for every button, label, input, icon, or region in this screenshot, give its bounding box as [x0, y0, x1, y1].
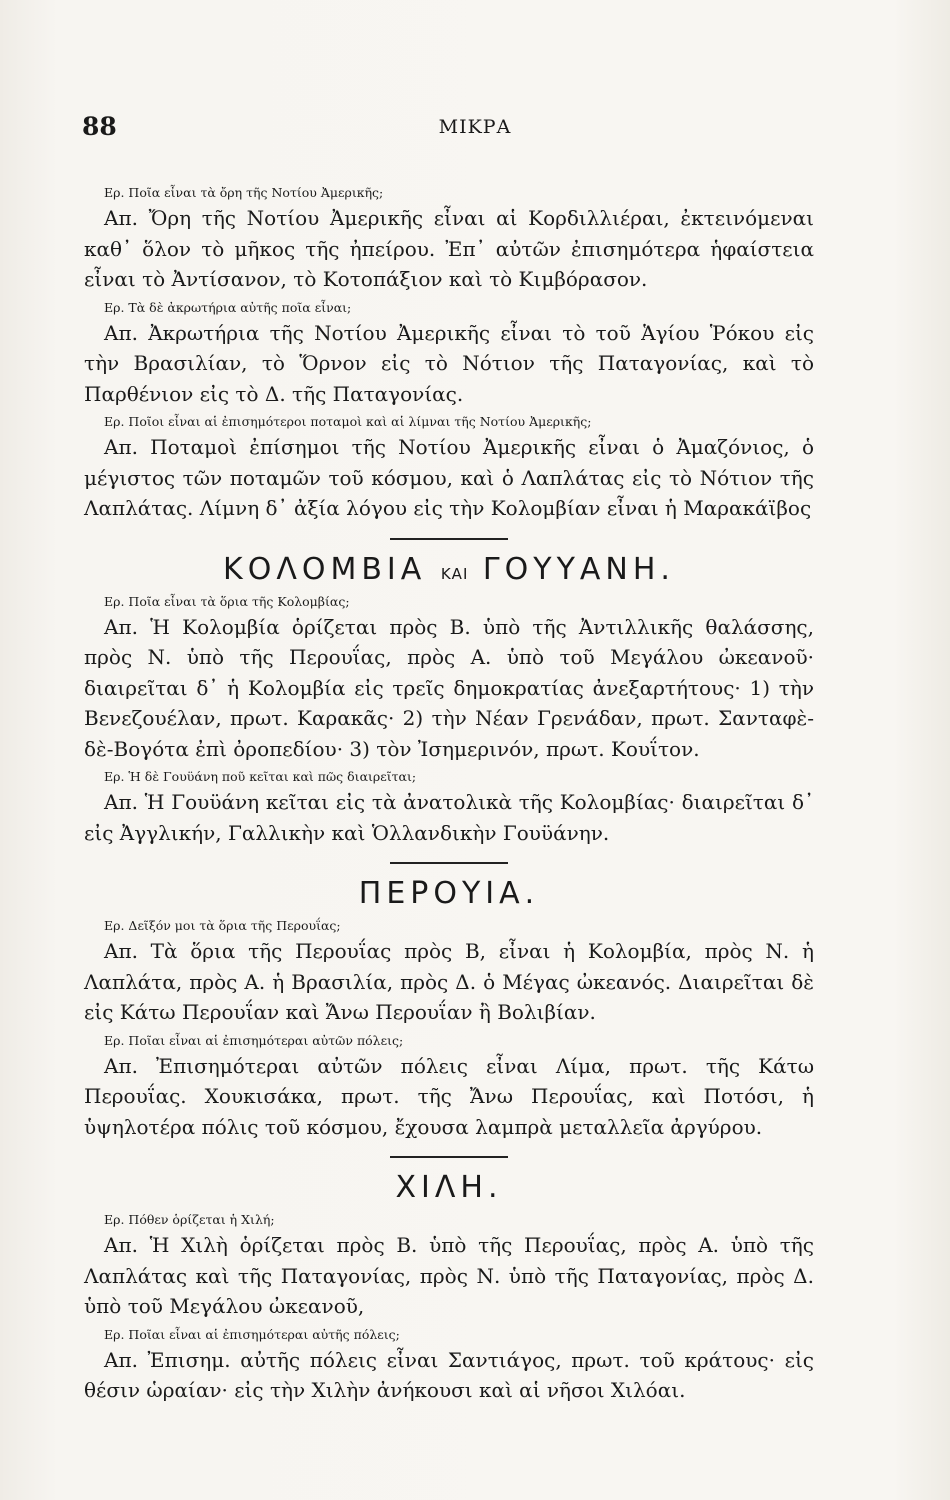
question: Ερ. Ἡ δὲ Γουϋάνη ποῦ κεῖται καὶ πῶς διαιρεῖται; — [104, 769, 417, 784]
question: Ερ. Ποῖοι εἶναι αἱ ἐπισημότεροι ποταμοὶ καὶ αἱ λίμναι τῆς Νοτίου Ἀμερικῆς; — [104, 414, 592, 429]
heading-conjunction: ΚΑΙ — [440, 564, 469, 583]
heading-word: ΚΟΛΟΜΒΙΑ — [223, 551, 427, 587]
question: Ερ. Δεῖξόν μοι τὰ ὅρια τῆς Περουΐας; — [104, 918, 341, 933]
question: Ερ. Πόθεν ὁρίζεται ἡ Χιλή; — [104, 1212, 275, 1227]
section-heading-peru: ΠΕΡΟΥΙΑ. — [358, 876, 540, 911]
answer: Απ. Ἡ Γουϋάνη κεῖται εἰς τὰ ἀνατολικὰ τῆς Κολομβίας· διαιρεῖται δ᾽ εἰς Ἀγγλικήν, Γαλλικὴν καὶ Ὁλλανδικὴν Γουϋάνην. — [84, 790, 814, 845]
section-heading-colombia — [84, 552, 814, 587]
section-heading-chile: ΧΙΛΗ. — [395, 1170, 503, 1205]
page-number: 88 — [82, 112, 117, 141]
answer: Απ. Ὄρη τῆς Νοτίου Ἀμερικῆς εἶναι αἱ Κορδιλλιέραι, ἐκτεινόμεναι καθ᾽ ὅλον τὸ μῆκος τῆς ἠπείρου. Ἐπ᾽ αὐτῶν ἐπισημότερα ἡφαίστεια εἶναι τὸ Ἀντίσανον, τὸ Κοτοπάξιον καὶ τὸ Κιμβόρασον. — [84, 206, 814, 291]
question: Ερ. Ποῖαι εἶναι αἱ ἐπισημότεραι αὐτῆς πόλεις; — [104, 1326, 400, 1342]
answer: Απ. Ποταμοὶ ἐπίσημοι τῆς Νοτίου Ἀμερικῆς εἶναι ὁ Ἀμαζόνιος, ὁ μέγιστος τῶν ποταμῶν τοῦ κόσμου, καὶ ὁ Λαπλάτας εἰς τὸ Νότιον τῆς Λαπλάτας. Λίμνη δ᾽ ἀξία λόγου εἰς τὴν Κολομβίαν εἶναι ἡ Μαρακάϊβος — [84, 435, 814, 520]
page-body — [84, 180, 814, 1406]
question: Ερ. Τὰ δὲ ἀκρωτήρια αὐτῆς ποῖα εἶναι; — [104, 299, 352, 315]
answer: Απ. Ἀκρωτήρια τῆς Νοτίου Ἀμερικῆς εἶναι τὸ τοῦ Ἁγίου Ῥόκου εἰς τὴν Βρασιλίαν, τὸ Ὅρνον εἰς τὸ Νότιον τῆς Παταγονίας, καὶ τὸ Παρθένιον εἰς τὸ Δ. τῆς Παταγονίας. — [84, 320, 814, 406]
section-divider — [390, 1156, 508, 1158]
question: Ερ. Ποῖαι εἶναι αἱ ἐπισημότεραι αὐτῶν πόλεις; — [104, 1032, 404, 1048]
heading-word: ΓΟΥΥΑΝΗ. — [482, 551, 675, 587]
answer: Απ. Ἡ Κολομβία ὁρίζεται πρὸς Β. ὑπὸ τῆς Ἀντιλλικῆς θαλάσσης, πρὸς Ν. ὑπὸ τῆς Περουΐας, πρὸς Α. ὑπὸ τοῦ Μεγάλου ὠκεανοῦ· διαιρεῖται δ᾽ ἡ Κολομβία εἰς τρεῖς δημοκρατίας ἀνεξαρτήτους· 1) τὴν Βενεζουέλαν, πρωτ. Καρακᾶς· 2) τὴν Νέαν Γρενάδαν, πρωτ. Σανταφὲ-δὲ-Βογότα ἐπὶ ὀροπεδίου· 3) τὸν Ἰσημερινόν, πρωτ. Κουΐτον. — [84, 614, 814, 761]
answer: Απ. Ἐπισημότεραι αὐτῶν πόλεις εἶναι Λίμα, πρωτ. τῆς Κάτω Περουΐας. Χουκισάκα, πρωτ. τῆς Ἄνω Περουΐας, καὶ Ποτόσι, ἡ ὑψηλοτέρα πόλις τοῦ κόσμου, ἔχουσα λαμπρὰ μεταλλεῖα ἀργύρου. — [84, 1053, 814, 1139]
question: Ερ. Ποῖα εἶναι τὰ ὄρη τῆς Νοτίου Ἀμερικῆς; — [104, 185, 384, 200]
answer: Απ. Ἡ Χιλὴ ὁρίζεται πρὸς Β. ὑπὸ τῆς Περουΐας, πρὸς Α. ὑπὸ τῆς Λαπλάτας καὶ τῆς Παταγονίας, πρὸς Ν. ὑπὸ τῆς Παταγονίας, πρὸς Δ. ὑπὸ τοῦ Μεγάλου ὠκεανοῦ, — [84, 1233, 814, 1318]
section-divider — [390, 538, 508, 540]
page-header — [82, 112, 868, 152]
question: Ερ. Ποῖα εἶναι τὰ ὅρια τῆς Κολομβίας; — [104, 593, 350, 609]
section-divider — [390, 862, 508, 864]
answer: Απ. Τὰ ὅρια τῆς Περουΐας πρὸς Β, εἶναι ἡ Κολομβία, πρὸς Ν. ἡ Λαπλάτα, πρὸς Α. ἡ Βρασιλία, πρὸς Δ. ὁ Μέγας ὠκεανός. Διαιρεῖται δὲ εἰς Κάτω Περουΐαν καὶ Ἄνω Περουΐαν ἢ Βολιβίαν. — [84, 939, 814, 1024]
running-title: ΜΙΚΡΑ — [438, 116, 512, 138]
answer: Απ. Ἐπισημ. αὐτῆς πόλεις εἶναι Σαντιάγος, πρωτ. τοῦ κράτους· εἰς θέσιν ὡραίαν· εἰς τὴν Χιλὴν ἀνήκουσι καὶ αἱ νῆσοι Χιλόαι. — [84, 1347, 814, 1402]
